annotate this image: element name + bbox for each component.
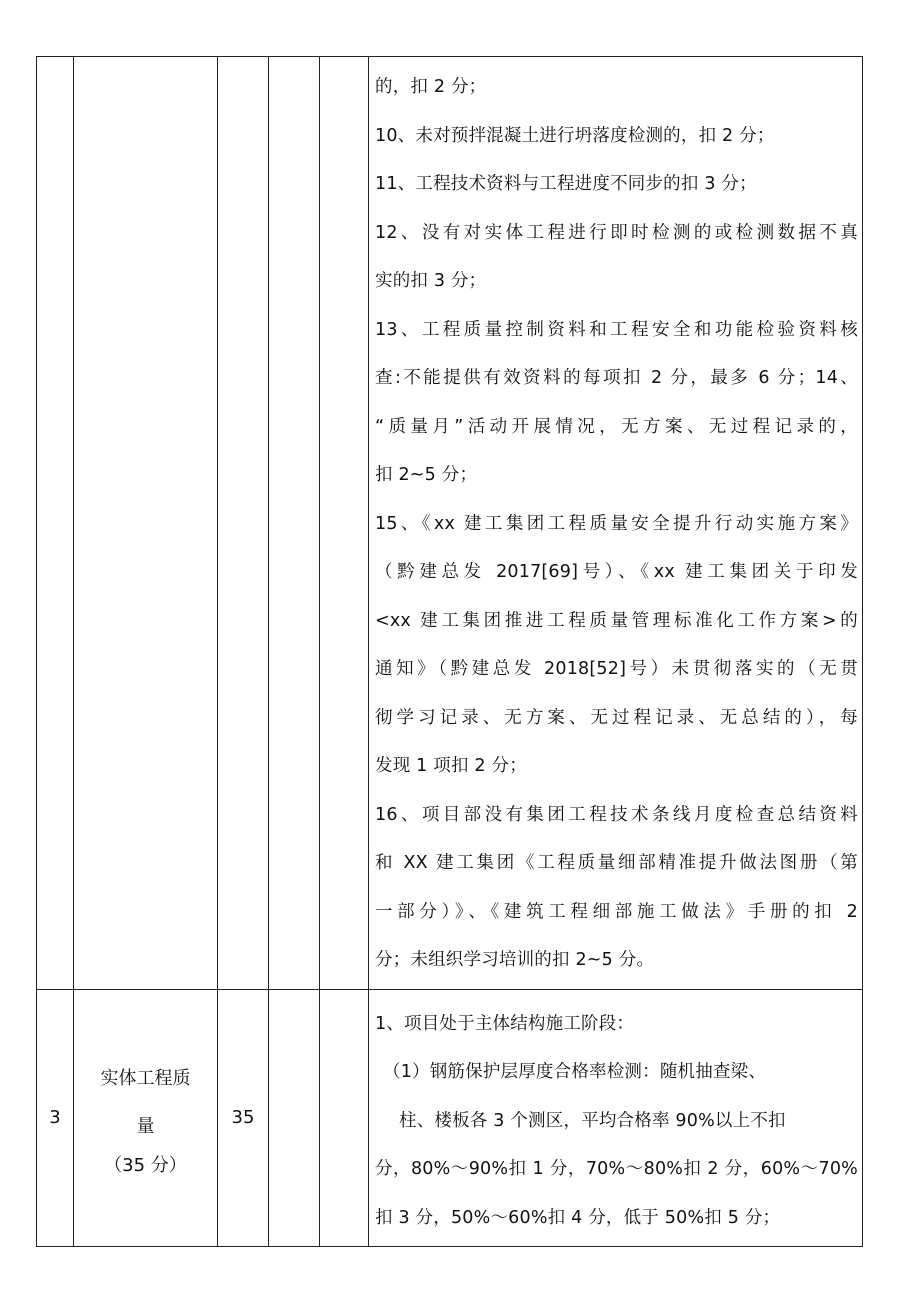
scoring-table — [36, 56, 863, 1247]
score-cell — [218, 57, 269, 990]
category-label: 实体工程质 — [100, 1067, 191, 1089]
criteria-line: 柱、楼板各 3 个测区，平均合格率 90%以上不扣 — [399, 1110, 786, 1131]
category-label: 量 — [136, 1115, 155, 1137]
criteria-line: 彻学习记录、无方案、无过程记录、无总结的），每 — [375, 707, 858, 728]
criteria-line: 查:不能提供有效资料的每项扣 2 分，最多 6 分；14、 — [375, 368, 858, 388]
criteria-cell — [369, 989, 863, 1247]
criteria-line: 实的扣 3 分； — [375, 271, 487, 291]
empty-cell — [269, 57, 320, 990]
item-number: 3 — [37, 989, 74, 1247]
criteria-line: “质量月”活动开展情况，无方案、无过程记录的， — [375, 416, 858, 437]
criteria-line: <xx 建工集团推进工程质量管理标准化工作方案>的 — [375, 610, 858, 631]
category-points: （35 分） — [104, 1154, 187, 1176]
empty-cell — [320, 57, 369, 990]
criteria-line: 和 XX 建工集团《工程质量细部精准提升做法图册（第 — [375, 853, 858, 873]
criteria-line: 12、没有对实体工程进行即时检测的或检测数据不真 — [375, 222, 858, 243]
criteria-line: （黔建总发 2017[69]号）、《xx 建工集团关于印发 — [375, 562, 858, 582]
score-value: 35 — [218, 989, 269, 1247]
category-cell — [74, 989, 218, 1247]
table-row — [37, 57, 863, 990]
criteria-line: 1、项目处于主体结构施工阶段： — [375, 1013, 635, 1034]
criteria-line: 分，80%～90%扣 1 分，70%～80%扣 2 分，60%～70% — [375, 1159, 858, 1179]
criteria-line: 13、工程质量控制资料和工程安全和功能检验资料核 — [375, 319, 858, 340]
criteria-line: 16、项目部没有集团工程技术条线月度检查总结资料 — [375, 804, 858, 825]
criteria-line: 10、未对预拌混凝土进行坍落度检测的，扣 2 分； — [375, 125, 775, 146]
criteria-line: 发现 1 项扣 2 分； — [375, 756, 527, 776]
criteria-line: 一部分）》、《建筑工程细部施工做法》手册的扣 2 — [375, 901, 858, 922]
criteria-line: 11、工程技术资料与工程进度不同步的扣 3 分； — [375, 174, 757, 194]
criteria-line: 分；未组织学习培训的扣 2~5 分。 — [375, 950, 655, 970]
criteria-line: 的，扣 2 分； — [375, 77, 487, 97]
criteria-line: 扣 3 分，50%～60%扣 4 分，低于 50%扣 5 分； — [375, 1207, 781, 1228]
criteria-line: （1）钢筋保护层厚度合格率检测：随机抽查梁、 — [383, 1062, 767, 1082]
criteria-line: 通知》（黔建总发 2018[52]号）未贯彻落实的（无贯 — [375, 659, 858, 679]
criteria-cell — [369, 57, 863, 990]
number-cell — [37, 57, 74, 990]
table-row — [37, 989, 863, 1247]
criteria-line: 扣 2~5 分； — [375, 465, 478, 485]
empty-cell — [269, 989, 320, 1247]
category-cell — [74, 57, 218, 990]
empty-cell — [320, 989, 369, 1247]
criteria-line: 15、《xx 建工集团工程质量安全提升行动实施方案》 — [375, 513, 858, 534]
